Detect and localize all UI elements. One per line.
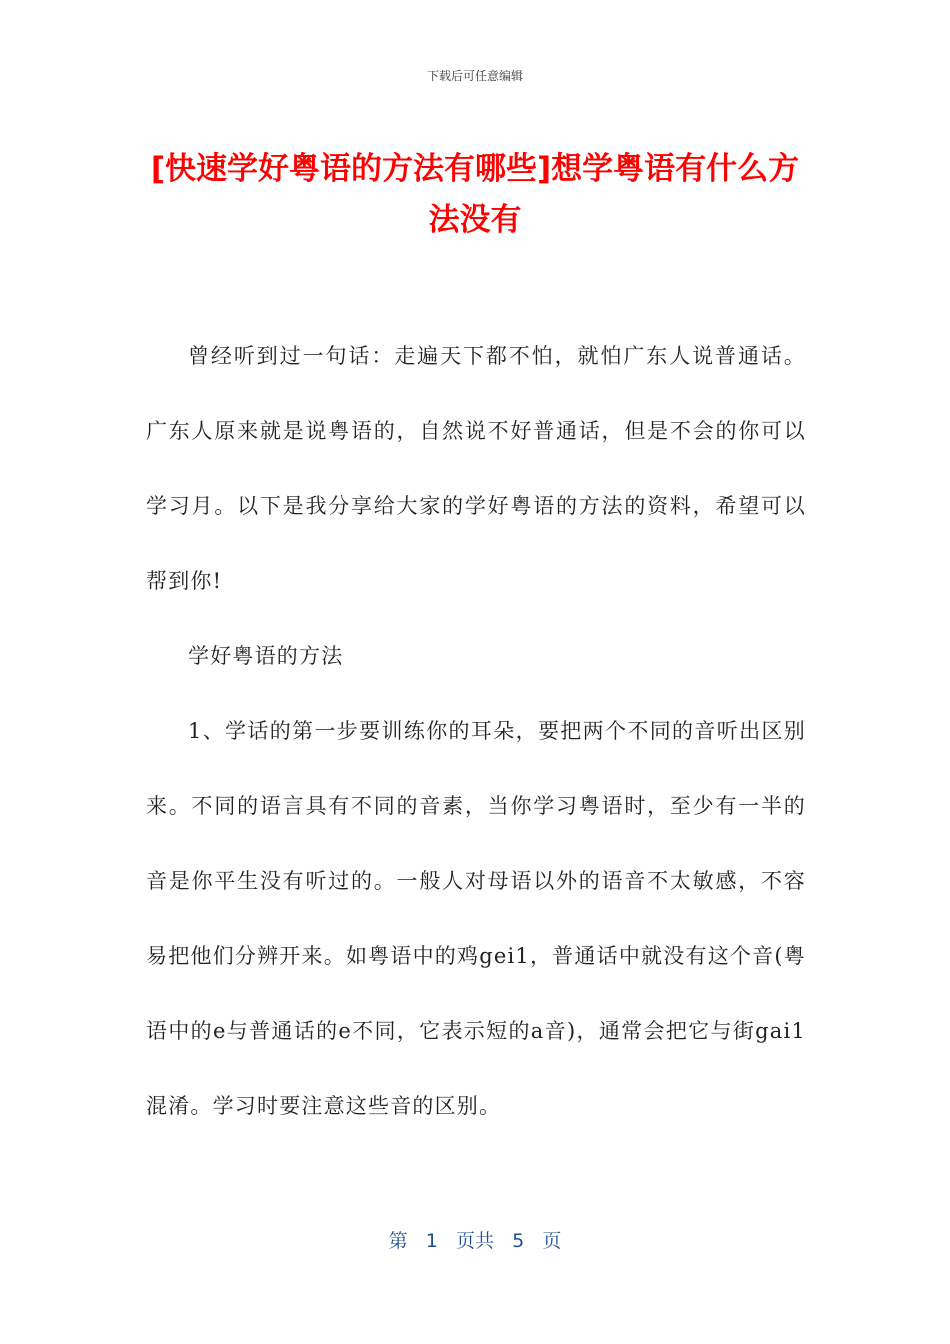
footer-current-page: 1 <box>425 1230 438 1252</box>
paragraph-intro: 曾经听到过一句话：走遍天下都不怕，就怕广东人说普通话。广东人原来就是说粤语的，自然说不好普通话，但是不会的你可以学习月。以下是我分享给大家的学好粤语的方法的资料，希望可以帮到你! <box>146 344 806 593</box>
paragraph-step-1: 1、学话的第一步要训练你的耳朵，要把两个不同的音听出区别来。不同的语言具有不同的音素，当你学习粤语时，至少有一半的音是你平生没有听过的。一般人对母语以外的语音不太敏感，不容易把他们分辨开来。如粤语中的鸡gei1，普通话中就没有这个音(粤语中的e与普通话的e不同，它表示短的a音)，通常会把它与街gai1混淆。学习时要注意这些音的区别。 <box>146 719 806 1118</box>
footer-suffix: 页 <box>542 1230 562 1252</box>
paragraph-heading: 学好粤语的方法 <box>188 644 344 668</box>
document-body <box>146 319 806 1144</box>
footer-total-pages: 5 <box>512 1230 525 1252</box>
document-title: [快速学好粤语的方法有哪些]想学粤语有什么方法没有 <box>150 151 800 238</box>
header-note: 下载后可任意编辑 <box>426 69 523 83</box>
footer-middle: 页共 <box>455 1230 494 1252</box>
footer-prefix: 第 <box>388 1230 408 1252</box>
page-number-footer <box>0 1226 950 1253</box>
